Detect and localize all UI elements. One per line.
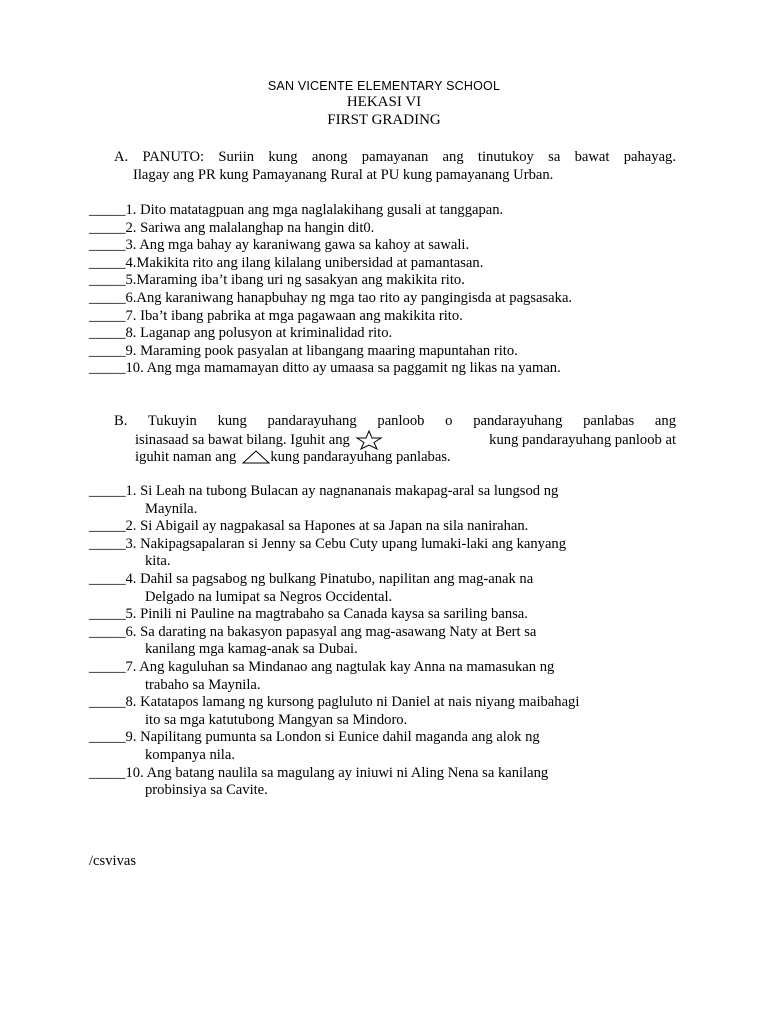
school-name: SAN VICENTE ELEMENTARY SCHOOL [267,79,501,93]
section-a-item: _____9. Maraming pook pasyalan at libangang maaring mapuntahan rito. [89,342,518,359]
section-b-items [89,483,579,800]
section-b-item: _____6. Sa darating na bakasyon papasyal ang mag-asawang Naty at Bert sa [89,623,537,640]
section-a-item: _____8. Laganap ang polusyon at kriminalidad rito. [89,325,393,342]
section-b-item: _____2. Si Abigail ay nagpakasal sa Hapones at sa Japan na sila nanirahan. [89,518,529,535]
section-b-item: _____7. Ang kaguluhan sa Mindanao ang nagtulak kay Anna na mamasukan ng [89,658,555,675]
author-signature: /csvivas [89,853,137,869]
section-b-item-continuation: Delgado na lumipat sa Negros Occidental. [145,588,393,605]
section-a-item: _____7. Iba’t ibang pabrika at mga pagawaan ang makikita rito. [89,307,463,324]
section-b-item-continuation: Maynila. [145,500,198,517]
section-b-item-continuation: kompanya nila. [145,746,235,763]
section-a-item: _____10. Ang mga mamamayan ditto ay umaasa sa paggamit ng likas na yaman. [89,360,561,377]
section-b-line3-start: iguhit naman ang [135,449,237,465]
star-icon [354,430,384,450]
section-b-line3-end: kung pandarayuhang panlabas. [270,449,451,465]
grading-period: FIRST GRADING [327,112,441,128]
section-b-item-continuation: probinsiya sa Cavite. [145,782,268,799]
section-b-item: _____4. Dahil sa pagsabog ng bulkang Pinatubo, napilitan ang mag-anak na [89,570,534,587]
section-a-item: _____5.Maraming iba’t ibang uri ng sasakyan ang makikita rito. [89,272,465,289]
section-a-item: _____3. Ang mga bahay ay karaniwang gawa sa kahoy at sawali. [89,237,470,254]
section-b-instruction-line3 [135,448,451,466]
section-b-item: _____1. Si Leah na tubong Bulacan ay nagnananais makapag-aral sa lungsod ng [89,483,559,499]
section-b-item-continuation: trabaho sa Maynila. [145,676,261,693]
triangle-icon [242,450,270,464]
section-b-item: _____3. Nakipagsapalaran si Jenny sa Cebu Cuty upang lumaki-laki ang kanyang [89,535,567,552]
section-a-item: _____6.Ang karaniwang hanapbuhay ng mga tao rito ay pangingisda at pagsasaka. [89,289,573,306]
section-a-items [89,202,572,378]
section-b-instruction-line1: B. Tukuyin kung pandarayuhang panloob o pandarayuhang panlabas ang [114,413,676,429]
section-b-instruction-line2 [135,430,676,450]
section-b-item-continuation: ito sa mga katutubong Mangyan sa Mindoro. [145,711,408,728]
section-b-item-continuation: kita. [145,553,171,570]
section-a-item: _____1. Dito matatagpuan ang mga naglalakihang gusali at tanggapan. [89,202,504,218]
section-a-instruction-line1: A. PANUTO: Suriin kung anong pamayanan ang tinutukoy sa bawat pahayag. [114,149,676,165]
section-b-line2-end: kung pandarayuhang panloob at [489,432,676,448]
section-a-instruction-line2: Ilagay ang PR kung Pamayanang Rural at PU kung pamayanang Urban. [133,167,554,183]
section-b-item-continuation: kanilang mga kamag-anak sa Dubai. [145,641,358,658]
section-b-item: _____10. Ang batang naulila sa magulang ay iniuwi ni Aling Nena sa kanilang [89,764,549,781]
subject-title: HEKASI VI [346,94,422,110]
section-b-line2-start: isinasaad sa bawat bilang. Iguhit ang [135,432,350,448]
section-a-item: _____4.Makikita rito ang ilang kilalang unibersidad at pamantasan. [89,254,484,271]
section-b-item: _____9. Napilitang pumunta sa London si Eunice dahil maganda ang alok ng [89,729,540,746]
section-a-item: _____2. Sariwa ang malalanghap na hangin dit0. [89,219,375,236]
section-b-item: _____8. Katatapos lamang ng kursong pagluluto ni Daniel at nais niyang maibahagi [89,694,580,711]
section-b-item: _____5. Pinili ni Pauline na magtrabaho sa Canada kaysa sa sariling bansa. [89,606,528,623]
